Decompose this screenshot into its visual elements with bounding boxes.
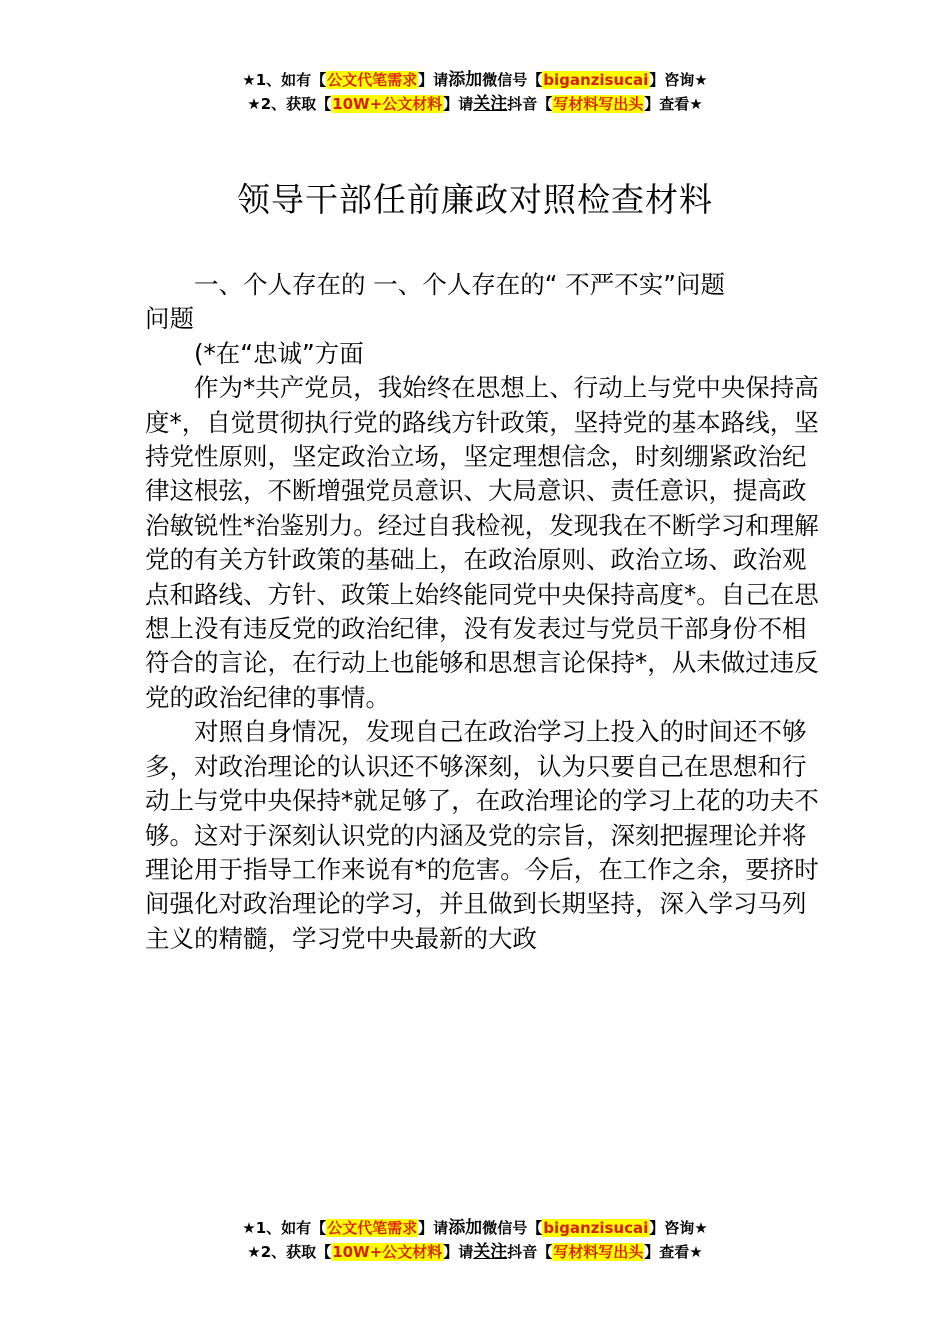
document-body — [145, 268, 825, 956]
banner-text-emphasis: 添加 — [448, 1218, 483, 1238]
section-heading: 一、个人存在的 一、个人存在的“ 不严不实”问题 — [194, 270, 725, 299]
banner-text: 抖音【 — [507, 95, 553, 113]
banner-text: 】请 — [443, 1243, 474, 1261]
section-heading-continuation: 问题 — [145, 304, 194, 334]
footer-banner — [0, 1216, 950, 1264]
banner-highlight-material: 10W+公文材料 — [332, 1243, 443, 1261]
banner-text: 微信号【 — [482, 71, 543, 89]
banner-highlight-service: 公文代笔需求 — [327, 71, 418, 89]
banner-highlight-douyin: 写材料写出头 — [553, 95, 644, 113]
banner-text-emphasis: 添加 — [448, 70, 483, 90]
banner-text-emphasis: 关注 — [473, 1242, 508, 1262]
banner-text: 】请 — [418, 1219, 449, 1237]
banner-line-1 — [0, 68, 950, 92]
body-paragraph: 对照自身情况，发现自己在政治学习上投入的时间还不够多，对政治理论的认识还不够深刻，认为只要自己在思想和行动上与党中央保持*就足够了，在政治理论的学习上花的功夫不够。这对于深刻认识党的内涵及党的宗旨，深刻把握理论并将理论用于指导工作来说有*的危害。今后，在工作之余，要挤时间强化对政治理论的学习，并且做到长期坚持，深入学习马列主义的精髓，学习党中央最新的大政 — [145, 717, 819, 953]
banner-text: 】请 — [443, 95, 474, 113]
banner-highlight-wechat: biganzisucai — [543, 71, 649, 89]
banner-text: 】咨询★ — [649, 71, 708, 89]
banner-highlight-douyin: 写材料写出头 — [553, 1243, 644, 1261]
banner-line-2 — [0, 1240, 950, 1264]
subsection-heading: (*在“忠诚”方面 — [194, 338, 364, 368]
banner-highlight-service: 公文代笔需求 — [327, 1219, 418, 1237]
banner-text: 微信号【 — [482, 1219, 543, 1237]
document-title: 领导干部任前廉政对照检查材料 — [237, 180, 713, 219]
banner-text: 】咨询★ — [649, 1219, 708, 1237]
banner-text: 抖音【 — [507, 1243, 553, 1261]
banner-text: 】查看★ — [644, 95, 703, 113]
banner-text: ★2、获取【 — [247, 1243, 332, 1261]
banner-highlight-wechat: biganzisucai — [543, 1219, 649, 1237]
banner-text: ★1、如有【 — [242, 1219, 327, 1237]
header-banner — [0, 68, 950, 116]
banner-text: 】查看★ — [644, 1243, 703, 1261]
body-paragraph: 作为*共产党员，我始终在思想上、行动上与党中央保持高度*，自觉贯彻执行党的路线方针政策，坚持党的基本路线，坚持党性原则，坚定政治立场，坚定理想信念，时刻绷紧政治纪律这根弦，不断增强党员意识、大局意识、责任意识，提高政治敏锐性*治鉴别力。经过自我检视，发现我在不断学习和理解党的有关方针政策的基础上，在政治原则、政治立场、政治观点和路线、方针、政策上始终能同党中央保持高度*。自己在思想上没有违反党的政治纪律，没有发表过与党员干部身份不相符合的言论，在行动上也能够和思想言论保持*，从未做过违反党的政治纪律的事情。 — [145, 373, 819, 712]
banner-line-2 — [0, 92, 950, 116]
banner-text: ★2、获取【 — [247, 95, 332, 113]
banner-line-1 — [0, 1216, 950, 1240]
banner-text: 】请 — [418, 71, 449, 89]
banner-text-emphasis: 关注 — [473, 94, 508, 114]
banner-highlight-material: 10W+公文材料 — [332, 95, 443, 113]
banner-text: ★1、如有【 — [242, 71, 327, 89]
